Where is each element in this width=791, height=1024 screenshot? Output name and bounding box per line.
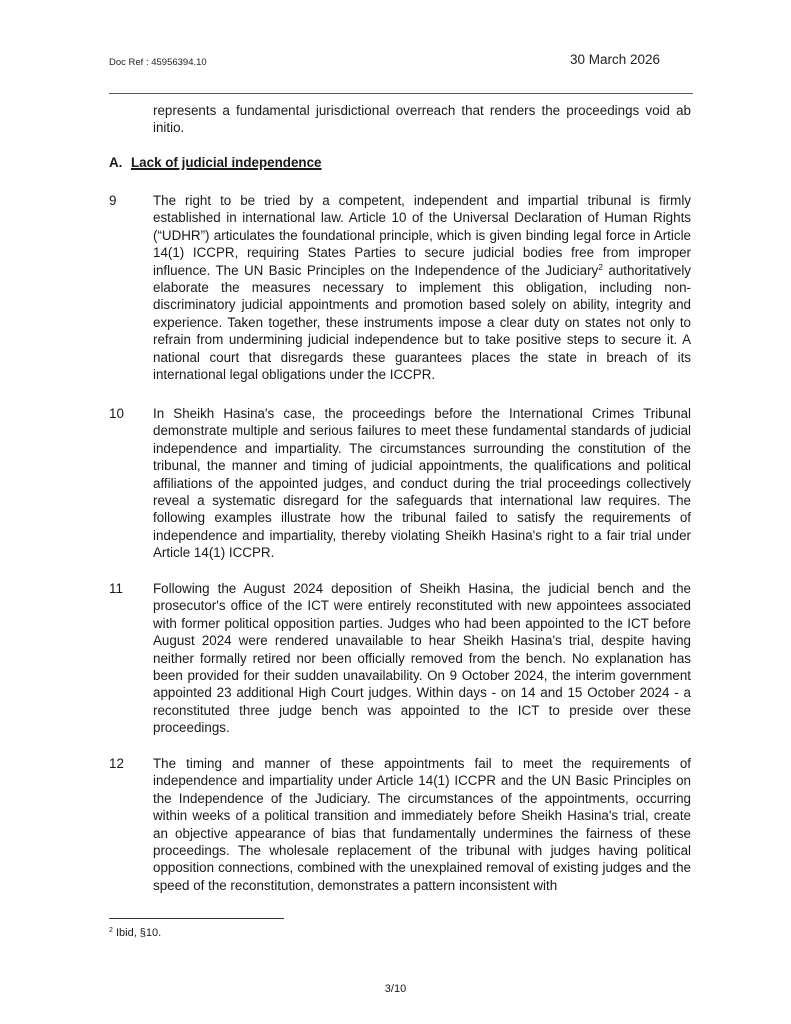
paragraph-number: 9	[109, 193, 117, 208]
paragraph-11	[109, 580, 691, 737]
section-letter: A.	[109, 155, 123, 170]
footnote	[109, 927, 161, 939]
footnote-divider	[109, 918, 284, 919]
header-divider	[109, 93, 693, 94]
paragraph-body	[153, 192, 691, 383]
paragraph-10	[109, 405, 691, 562]
paragraph-number: 10	[109, 406, 124, 421]
section-heading	[109, 155, 322, 170]
paragraph-12	[109, 755, 691, 894]
paragraph-text: Following the August 2024 deposition of Sheikh Hasina, the judicial bench and the prosecutor's office of the ICT were entirely reconstituted with new appointees associated with former political opposition parties. Judges who had been appointed to the ICT before August 2024 were rendered unavailable to hear Sheikh Hasina's trial, despite having neither formally retired nor been officially removed from the bench. No explanation has been provided for their sudden unavailability. On 9 October 2024, the interim government appointed 23 additional High Court judges. Within days - on 14 and 15 October 2024 - a reconstituted three judge bench was appointed to the ICT to preside over these proceedings.	[153, 581, 691, 736]
paragraph-9	[109, 192, 691, 383]
paragraph-text: In Sheikh Hasina's case, the proceedings before the International Crimes Tribunal demonstrate multiple and serious failures to meet these fundamental standards of judicial independence and impartiality. The circumstances surrounding the constitution of the tribunal, the manner and timing of judicial appointments, the qualifications and political affiliations of the appointed judges, and conduct during the trial proceedings collectively reveal a systematic disregard for the safeguards that international law requires. The following examples illustrate how the tribunal failed to satisfy the requirements of independence and impartiality, thereby violating Sheikh Hasina's right to a fair trial under Article 14(1) ICCPR.	[153, 406, 691, 561]
section-title: Lack of judicial independence	[131, 155, 322, 170]
document-date: 30 March 2026	[569, 52, 660, 67]
footnote-text: Ibid, §10.	[112, 927, 162, 939]
page-number: 3/10	[384, 983, 407, 995]
doc-reference: Doc Ref : 45956394.10	[109, 57, 207, 68]
paragraph-text: The timing and manner of these appointments fail to meet the requirements of independence and impartiality under Article 14(1) ICCPR and the UN Basic Principles on the Independence of the Judiciary. The circumstances of the appointments, occurring within weeks of a political transition and immediately before Sheikh Hasina's trial, create an objective appearance of bias that fundamentally undermines the fairness of these proceedings. The wholesale replacement of the tribunal with judges having political opposition connections, combined with the unexplained removal of existing judges and the speed of the reconstitution, demonstrates a pattern inconsistent with	[153, 756, 691, 893]
paragraph-text: The right to be tried by a competent, independent and impartial tribunal is firmly established in international law. Article 10 of the Universal Declaration of Human Rights (“UDHR”) articulates the foundational principle, which is given binding legal force in Article 14(1) ICCPR, requiring States Parties to secure judicial bodies free from improper influence. The UN Basic Principles on the Independence of the Judiciary	[153, 193, 691, 278]
paragraph-number: 12	[109, 756, 124, 771]
paragraph-text: authoritatively elaborate the measures necessary to implement this obligation, including non-discriminatory judicial appointments and promotion based solely on ability, integrity and experience. Taken together, these instruments impose a clear duty on states not only to refrain from undermining judicial independence but to take positive steps to secure it. A national court that disregards these guarantees places the state in breach of its international legal obligations under the ICCPR.	[153, 262, 691, 383]
footnote-reference[interactable]: 2	[598, 261, 603, 272]
paragraph-number: 11	[109, 581, 123, 596]
continued-paragraph-text: represents a fundamental jurisdictional overreach that renders the proceedings void ab initio.	[153, 103, 691, 136]
footnote-marker: 2	[109, 927, 113, 934]
